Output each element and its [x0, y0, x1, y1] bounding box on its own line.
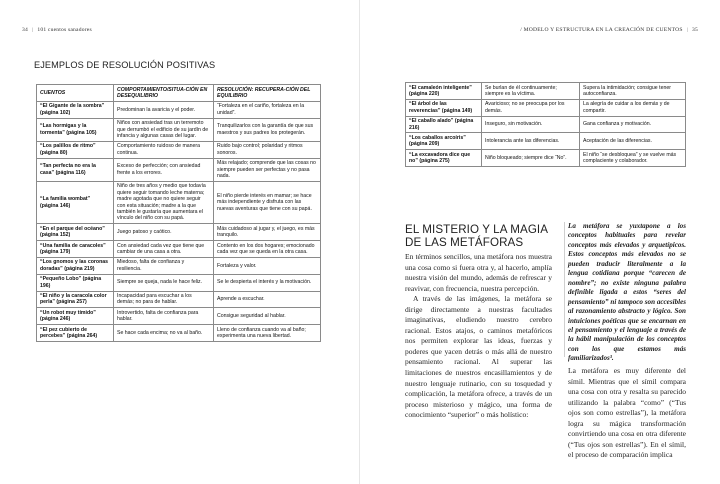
left-running-head — [22, 27, 92, 33]
cell-resolucion: Más cuidadoso al jugar y, el juego, es más tranquilo. — [214, 224, 321, 241]
cell-desequilibrio: Intolerancia ante las diferencias. — [482, 133, 580, 150]
table-row — [406, 83, 686, 100]
resolution-table — [36, 84, 321, 342]
table-row — [406, 116, 686, 133]
cell-cuento: “Tan perfecta no era la casa” (página 116) — [37, 158, 114, 181]
cell-desequilibrio: Juego patoso y caótico. — [114, 224, 214, 241]
cell-resolucion: Ruido bajo control; polaridad y ritmos sonoros. — [214, 141, 321, 158]
resolution-table-continued — [405, 82, 686, 167]
table-row — [37, 291, 321, 308]
cell-cuento: “El camaleón inteligente” (página 220) — [406, 83, 482, 100]
table-row — [406, 150, 686, 167]
cell-cuento: “La familia wombat” (página 146) — [37, 181, 114, 223]
header-separator: | — [32, 27, 34, 33]
cell-desequilibrio: Introvertido, falta de confianza para hablar. — [114, 308, 214, 325]
table-row — [37, 241, 321, 258]
table-row — [37, 181, 321, 223]
cell-resolucion: Consigue seguridad al hablar. — [214, 308, 321, 325]
metaphor-quote: La metáfora se yuxtapone a los conceptos habituales para revelar conceptos más elevados y arquetípicos. Estos conceptos más elevados no se pueden traducir literalmente a la lengua cotidiana porque “carecen de nombre”; no existe ninguna palabra definible ligada a estos “seres del pensamiento” ni tampoco son accesibles al razonamiento abstracto y lógico. Son intuiciones poéticas que se encarnan en el pensamiento y el lenguaje a través de la hábil manipulación de los conceptos con los que estamos más familiarizados³. — [568, 222, 686, 363]
cell-desequilibrio: Siempre se queja, nada le hace feliz. — [114, 274, 214, 291]
cell-desequilibrio: Niños con ansiedad tras un terremoto que derrumbó el edificio de su jardín de infancia y algunas casas del lugar. — [114, 118, 214, 141]
cell-desequilibrio: Exceso de perfección; con ansiedad frente a los errores. — [114, 158, 214, 181]
table-row — [37, 308, 321, 325]
table-header-row — [37, 85, 321, 102]
cell-desequilibrio: Se hace cada encima; no va al baño. — [114, 325, 214, 342]
cell-desequilibrio: Predominan la avaricia y el poder. — [114, 101, 214, 118]
table-row — [37, 141, 321, 158]
cell-desequilibrio: Niño bloqueado; siempre dice “No”. — [482, 150, 580, 167]
cell-resolucion: Más relajado; comprende que las cosas no siempre pueden ser perfectas y no pasa nada. — [214, 158, 321, 181]
chapter-title: / MODELO Y ESTRUCTURA EN LA CREACIÓN DE CUENTOS — [520, 27, 683, 33]
cell-cuento: “Pequeño Lobo” (página 196) — [37, 274, 114, 291]
cell-cuento: “El niño y la caracola color perla” (página 257) — [37, 291, 114, 308]
cell-resolucion: El niño pierde interés en mamar; se hace más independiente y disfruta con las nuevas aventuras que tiene con su papá. — [214, 181, 321, 223]
cell-resolucion: Lleno de confianza cuando va al baño; experimenta una nueva libertad. — [214, 325, 321, 342]
cell-cuento: “Una familia de caracoles” (página 179) — [37, 241, 114, 258]
book-title: 101 cuentos sanadores — [37, 27, 92, 33]
table-row — [37, 224, 321, 241]
cell-resolucion: El niño “se desbloquea” y se vuelve más complaciente y colaborador. — [580, 150, 686, 167]
cell-desequilibrio: Se burlan de él continuamente; siempre es la víctima. — [482, 83, 580, 100]
cell-cuento: “El pez cubierto de percebes” (página 264) — [37, 325, 114, 342]
cell-desequilibrio: Avaricioso; no se preocupa por los demás. — [482, 99, 580, 116]
essay-paragraph-2: A través de las imágenes, la metáfora se dirige directamente a nuestras facultades imaginativas, eludiendo nuestro cerebro racional. Estos atajos, o caminos metafóricos nos permiten explorar las ideas, fuerzas y poderes que yacen detrás o más allá de nuestro pensamiento racional. Al superar las limitaciones de nuestros encasillamientos y de nuestro lenguaje rutinario, con su tosquedad y complicación, la metáfora ofrece, a través de un proceso misterioso y mágico, una forma de conocimiento “superior” o más holístico: — [405, 294, 552, 420]
cell-resolucion: Aprende a escuchar. — [214, 291, 321, 308]
cell-resolucion: Contento en los dos hogares; emocionado cada vez que se queda en la otra casa. — [214, 241, 321, 258]
header-separator: | — [686, 27, 688, 33]
essay-title-line2: DE LAS METÁFORAS — [405, 236, 524, 250]
cell-desequilibrio: Miedoso, falta de confianza y resiliencia. — [114, 257, 214, 274]
header-resolucion: RESOLUCIÓN: RECUPERA-CIÓN DEL EQUILIBRIO — [214, 85, 321, 102]
right-page-number: 35 — [692, 27, 698, 33]
cell-cuento: “En el parque del océano” (página 152) — [37, 224, 114, 241]
table-row — [37, 325, 321, 342]
cell-resolucion: Supera la intimidación; consigue tener autoconfianza. — [580, 83, 686, 100]
cell-desequilibrio: Niño de tres años y medio que todavía quiere seguir tomando leche materna; madre agotada que no quiere seguir con esta situación; madre a la que también le gustaría que aumentara el vínculo del niño con su papá. — [114, 181, 214, 223]
right-running-head — [520, 27, 698, 33]
cell-cuento: “Las hormigas y la tormenta” (página 105) — [37, 118, 114, 141]
table-row — [406, 133, 686, 150]
cell-cuento: “Un robot muy tímido” (página 246) — [37, 308, 114, 325]
cell-resolucion: La alegría de cuidar a los demás y de compartir. — [580, 99, 686, 116]
header-comportamiento: COMPORTAMIENTO/SITUA-CIÓN EN DESEQUILIBRIO — [114, 85, 214, 102]
callout-rule — [564, 222, 565, 357]
cell-cuento: “El árbol de las reverencias” (página 149) — [406, 99, 482, 116]
table-row — [37, 101, 321, 118]
cell-resolucion: Aceptación de las diferencias. — [580, 133, 686, 150]
cell-cuento: “La excavadora dice que no” (página 275) — [406, 150, 482, 167]
table-row — [406, 99, 686, 116]
cell-cuento: “Los caballos arcoíris” (página 209) — [406, 133, 482, 150]
section-title: EJEMPLOS DE RESOLUCIÓN POSITIVAS — [34, 60, 216, 70]
cell-desequilibrio: Inseguro, sin motivación. — [482, 116, 580, 133]
essay-title — [405, 223, 555, 249]
left-page-number: 34 — [22, 27, 28, 33]
essay-paragraph-3: La metáfora es muy diferente del símil. Mientras que el símil compara una cosa con otra y resalta su parecido utilizando la palabra “como” (“Tus ojos son como estrellas”), la metáfora logra su mágica transformación convirtiendo una cosa en otra diferente (“Tus ojos son estrellas”). En el símil, el proceso de comparación implica — [568, 366, 686, 460]
table-row — [37, 274, 321, 291]
essay-body — [405, 252, 552, 421]
cell-desequilibrio: Comportamiento ruidoso de manera continua. — [114, 141, 214, 158]
cell-cuento: “El caballo alado” (página 216) — [406, 116, 482, 133]
cell-resolucion: Gana confianza y motivación. — [580, 116, 686, 133]
essay-continuation — [568, 366, 686, 461]
essay-title-line1: EL MISTERIO Y LA MAGIA — [405, 223, 549, 236]
cell-resolucion: Tranquilizarlos con la garantía de que sus maestros y sus padres los protegerán. — [214, 118, 321, 141]
cell-cuento: “El Gigante de la sombra” (página 102) — [37, 101, 114, 118]
table-row — [37, 158, 321, 181]
cell-resolucion: Fortaleza y valor. — [214, 257, 321, 274]
cell-desequilibrio: Con ansiedad cada vez que tiene que cambiar de una casa a otra. — [114, 241, 214, 258]
cell-cuento: “Los palillos de ritmo” (página 80) — [37, 141, 114, 158]
table-row — [37, 257, 321, 274]
essay-paragraph-1: En términos sencillos, una metáfora nos muestra una cosa como si fuera otra y, al hacerlo, amplía nuestra visión del mundo, además de refrescar y reavivar, con frecuencia, nuestra percepción. — [405, 252, 552, 293]
cell-cuento: “Los gnomos y las coronas doradas” (página 219) — [37, 257, 114, 274]
cell-desequilibrio: Incapacidad para escuchar a los demás; no para de hablar. — [114, 291, 214, 308]
table-row — [37, 118, 321, 141]
cell-resolucion: Se le despierta el interés y la motivación. — [214, 274, 321, 291]
header-cuentos: CUENTOS — [37, 85, 114, 102]
cell-resolucion: “Fortaleza en el cariño, fortaleza en la unidad”. — [214, 101, 321, 118]
